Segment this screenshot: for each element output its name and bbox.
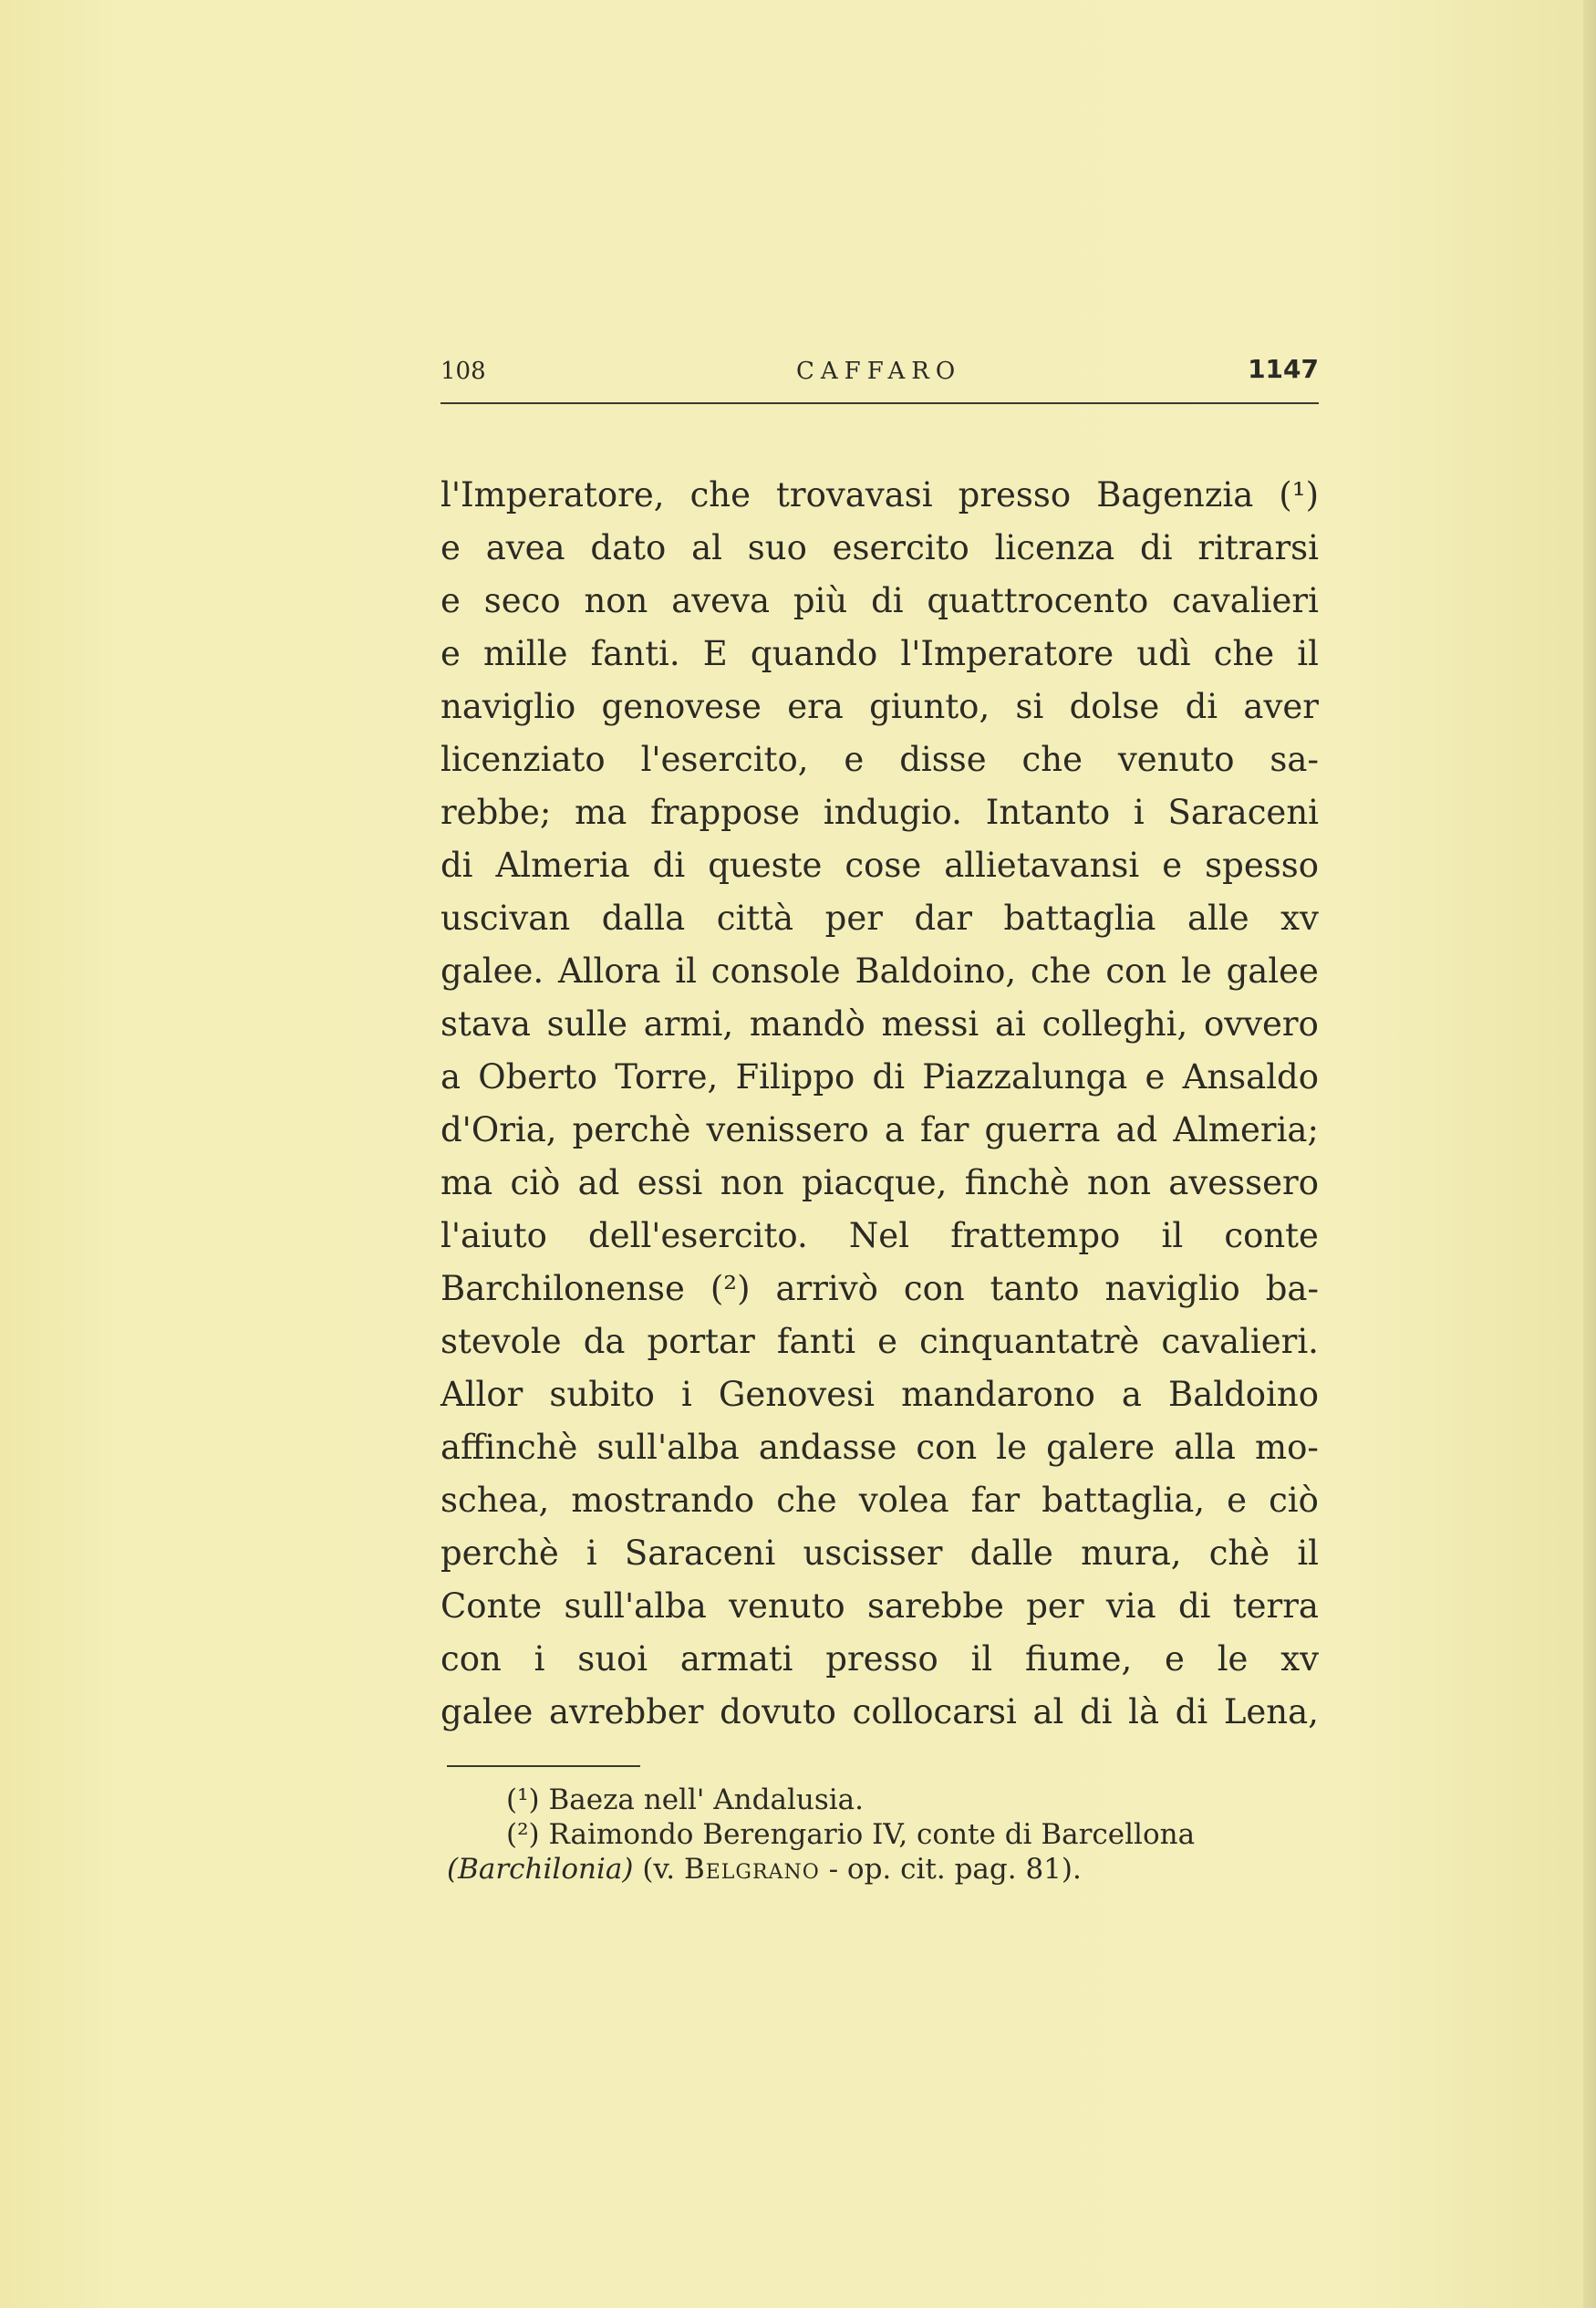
footnote-2-line-1: (²) Raimondo Berengario IV, conte di Barcellona [506,1818,1196,1851]
page-edge-shadow [1583,0,1596,2308]
text-line: Allor subito i Genovesi mandarono a Baldoino [440,1375,1319,1414]
text-line: affinchè sull'alba andasse con le galere alla mo- [440,1428,1319,1467]
footnote-1: (¹) Baeza nell' Andalusia. [506,1783,864,1816]
header-rule [440,402,1319,404]
text-line: e avea dato al suo esercito licenza di ritrarsi [440,528,1319,567]
text-line: d'Oria, perchè venissero a far guerra ad Almeria; [440,1110,1319,1149]
text-line: galee avrebber dovuto collocarsi al di là di Lena, [440,1692,1319,1731]
text-line: ma ciò ad essi non piacque, finchè non avessero [440,1163,1319,1202]
text-line: Conte sull'alba venuto sarebbe per via di terra [440,1586,1319,1626]
text-line: uscivan dalla città per dar battaglia alle xv [440,899,1319,938]
body-text [440,469,1319,1739]
footnote-citation: - op. cit. pag. 81). [828,1853,1082,1886]
text-line: a Oberto Torre, Filippo di Piazzalunga e Ansaldo [440,1057,1319,1097]
text-line: stava sulle armi, mandò messi ai colleghi, ovvero [440,1004,1319,1044]
text-line: perchè i Saraceni uscisser dalle mura, chè il [440,1533,1319,1573]
footnote-author: Belgrano [683,1853,820,1886]
text-line: con i suoi armati presso il fiume, e le xv [440,1639,1319,1679]
footnote-2-line-2 [447,1852,1322,1887]
footnote-ref-open: (v. [642,1853,676,1886]
text-line: licenziato l'esercito, e disse che venuto sa- [440,740,1319,779]
header-year: 1147 [1248,354,1319,384]
text-line: e seco non aveva più di quattrocento cavalieri [440,581,1319,620]
page-number: 108 [440,358,486,385]
text-line: stevole da portar fanti e cinquantatrè cavalieri. [440,1322,1319,1361]
text-line: e mille fanti. E quando l'Imperatore udì che il [440,634,1319,673]
running-title: CAFFARO [796,358,962,385]
footnote-italic-title: (Barchilonia) [447,1853,634,1886]
text-line: di Almeria di queste cose allietavansi e spesso [440,846,1319,885]
text-line: galee. Allora il console Baldoino, che con le galee [440,951,1319,991]
running-header [440,354,1319,400]
footnotes [447,1783,1322,1887]
text-line: rebbe; ma frappose indugio. Intanto i Saraceni [440,793,1319,832]
text-line: schea, mostrando che volea far battaglia, e ciò [440,1481,1319,1520]
text-line: l'aiuto dell'esercito. Nel frattempo il conte [440,1216,1319,1255]
text-line: l'Imperatore, che trovavasi presso Bagenzia (¹) [440,475,1319,515]
footnote-rule [447,1765,640,1767]
text-line: Barchilonense (²) arrivò con tanto naviglio ba- [440,1269,1319,1308]
text-line: naviglio genovese era giunto, si dolse di aver [440,687,1319,726]
